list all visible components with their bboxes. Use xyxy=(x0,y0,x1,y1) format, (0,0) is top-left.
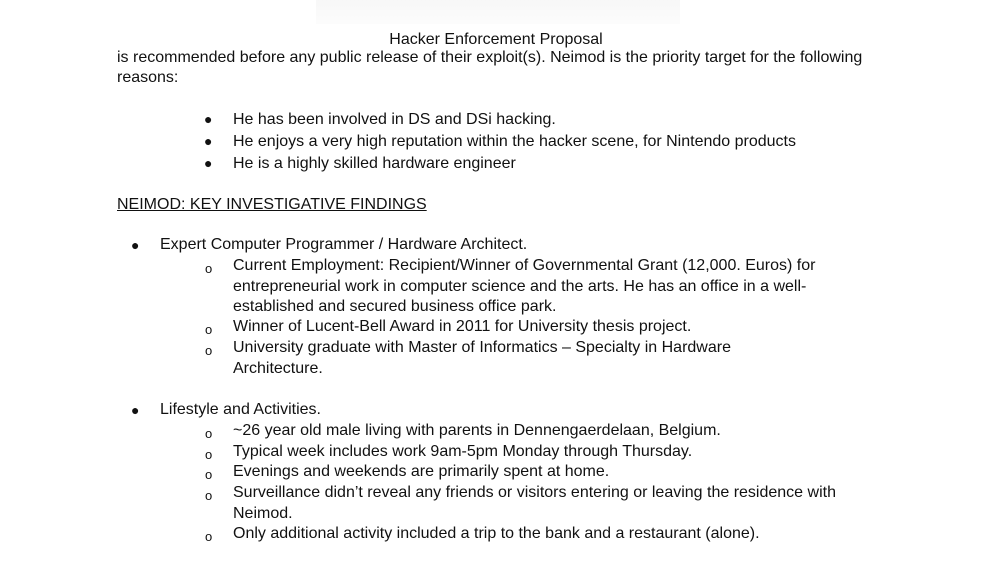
header-strip xyxy=(316,0,680,24)
circle-bullet-icon: o xyxy=(205,447,213,462)
circle-bullet-icon: o xyxy=(205,261,213,276)
circle-bullet-icon: o xyxy=(205,322,213,337)
bullet-icon: ● xyxy=(204,155,213,171)
document-header: Hacker Enforcement Proposal xyxy=(389,31,603,48)
circle-bullet-icon: o xyxy=(205,467,213,482)
reason-item: ● He is a highly skilled hardware engineer xyxy=(204,155,516,172)
document-page: Hacker Enforcement Proposal is recommended before any public release of their exploit(s). Neimod is the priority target for the following reasons: ● He has been involved in DS and DSi hacking. ● He enjoys a very high reputation within the hacker scene, for Nintendo products ● He is a highly skilled hardware engineer NEIMOD: KEY INVESTIGATIVE FINDINGS ● Expert Computer Programmer / Hardware Architect. o Current Employment: Recipient/Winner of Governmental Grant (12,000. Euros) for entrepreneurial work in computer science and the arts. He has an office in a well-established and secured business office park. o Winner of Lucent-Bell Award in 2011 for University thesis project. o University graduate with Master of Informatics – Specialty in Hardware Architecture. ● Lifestyle and Activities. o ~26 year old male living with parents in Dennengaerdelaan, Belgium. o Typical week includes work 9am-5pm Monday through Thursday. o Evenings and weekends are primarily spent at home. o Surveillance didn’t reveal any friends or visitors entering or leaving the residence with Neimod. o Only additional activity included a trip to the bank and a restaurant (alone). xyxy=(0,0,992,568)
circle-bullet-icon: o xyxy=(205,343,213,358)
reason-item: ● He enjoys a very high reputation within the hacker scene, for Nintendo products xyxy=(204,133,796,150)
bullet-icon: ● xyxy=(131,237,140,253)
circle-bullet-icon: o xyxy=(205,488,213,503)
findings-heading: NEIMOD: KEY INVESTIGATIVE FINDINGS xyxy=(117,196,427,213)
circle-bullet-icon: o xyxy=(205,529,213,544)
bullet-icon: ● xyxy=(204,111,213,127)
bullet-icon: ● xyxy=(131,402,140,418)
bullet-icon: ● xyxy=(204,133,213,149)
circle-bullet-icon: o xyxy=(205,426,213,441)
intro-paragraph: is recommended before any public release of their exploit(s). Neimod is the priority target for the following reasons: xyxy=(117,49,863,86)
reason-item: ● He has been involved in DS and DSi hacking. xyxy=(204,111,556,128)
